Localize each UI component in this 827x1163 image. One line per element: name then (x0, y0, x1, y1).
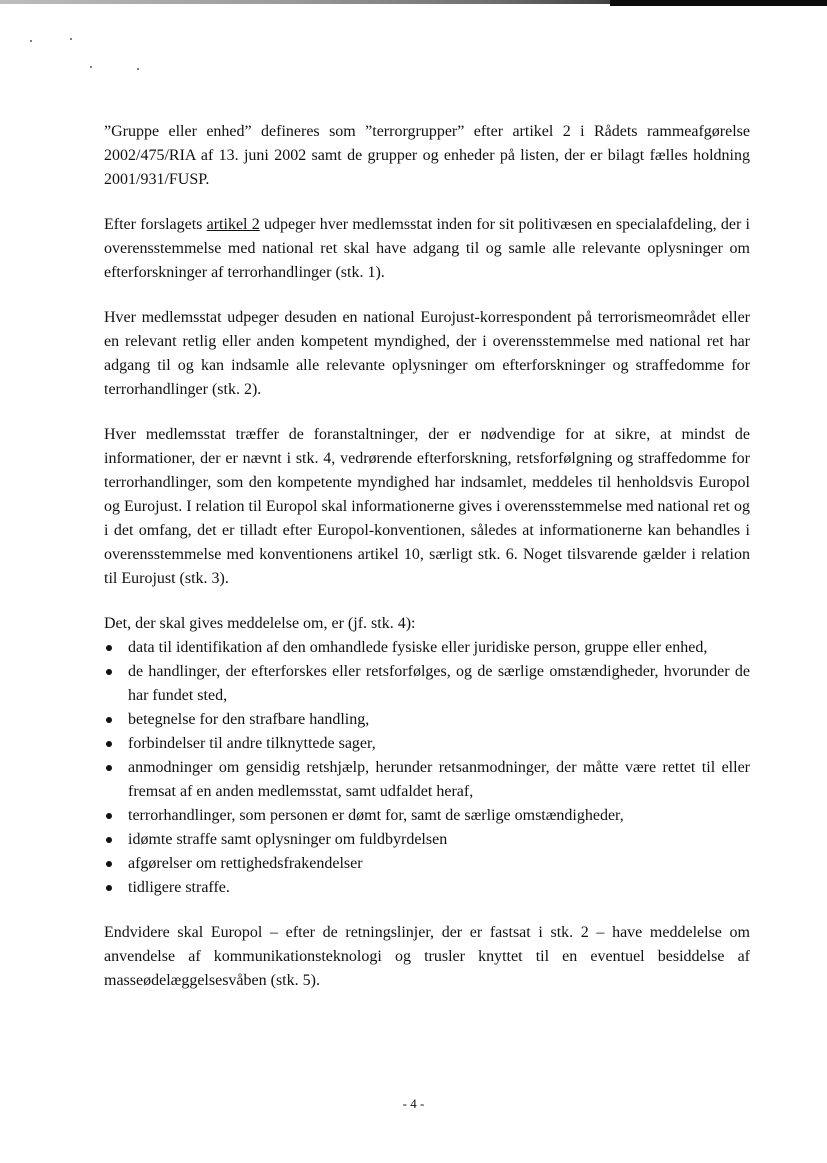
information-bullet-list (104, 636, 750, 900)
paragraph-article-2 (104, 213, 750, 285)
page-number: - 4 - (402, 1096, 425, 1111)
paragraph-article-2-rest: udpeger hver medlemsstat inden for sit politivæsen en specialafdeling, der i overensstemmelse med national ret skal have adgang til og samle alle relevante oplysninger om efterforskninger af terrorhandlinger (stk. 1). (104, 216, 750, 281)
bullet-item: terrorhandlinger, som personen er dømt for, samt de særlige omstændigheder, (104, 804, 750, 828)
document-body (104, 120, 750, 1014)
scan-speck (30, 40, 32, 42)
bullet-item: anmodninger om gensidig retshjælp, herunder retsanmodninger, der måtte være rettet til eller fremsat af en anden medlemsstat, samt udfaldet heraf, (104, 756, 750, 804)
top-scan-border-dark (610, 0, 827, 6)
bullet-item: data til identifikation af den omhandlede fysiske eller juridiske person, gruppe eller enhed, (104, 636, 750, 660)
paragraph-europol-technology: Endvidere skal Europol – efter de retningslinjer, der er fastsat i stk. 2 – have meddelelse om anvendelse af kommunikationsteknologi og trusler knyttet til en eventuel besiddelse af masseødelæggelsesvåben (stk. 5). (104, 924, 750, 989)
scan-speck (137, 68, 139, 70)
scan-speck (90, 66, 92, 68)
bullet-item: tidligere straffe. (104, 876, 750, 900)
paragraph-group-definition: ”Gruppe eller enhed” defineres som ”terrorgrupper” efter artikel 2 i Rådets rammeafgørelse 2002/475/RIA af 13. juni 2002 samt de grupper og enheder på listen, der er bilagt fælles holdning 2001/931/FUSP. (104, 123, 750, 188)
bullet-item: afgørelser om rettighedsfrakendelser (104, 852, 750, 876)
bullet-item: de handlinger, der efterforskes eller retsforfølges, og de særlige omstændigheder, hvorunder de har fundet sted, (104, 660, 750, 708)
bullet-item: forbindelser til andre tilknyttede sager, (104, 732, 750, 756)
bullet-item: betegnelse for den strafbare handling, (104, 708, 750, 732)
article-2-reference: artikel 2 (206, 216, 260, 233)
paragraph-list-intro: Det, der skal gives meddelelse om, er (jf. stk. 4): (104, 615, 416, 632)
paragraph-article-2-lead: Efter forslagets (104, 216, 207, 233)
paragraph-eurojust-correspondent: Hver medlemsstat udpeger desuden en national Eurojust-korrespondent på terrorismeområdet eller en relevant retlig eller anden kompetent myndighed, der i overensstemmelse med national ret har adgang til og kan indsamle alle relevante oplysninger om efterforskninger og straffedomme for terrorhandlinger (stk. 2). (104, 309, 750, 398)
paragraph-information-sharing: Hver medlemsstat træffer de foranstaltninger, der er nødvendige for at sikre, at mindst de informationer, der er nævnt i stk. 4, vedrørende efterforskning, retsforfølgning og straffedomme for terrorhandlinger, som den kompetente myndighed har indsamlet, meddeles til henholdsvis Europol og Eurojust. I relation til Europol skal informationerne gives i overensstemmelse med national ret og i det omfang, det er tilladt efter Europol-konventionen, således at informationerne kan behandles i overensstemmelse med konventionens artikel 10, særligt stk. 6. Noget tilsvarende gælder i relation til Eurojust (stk. 3). (104, 426, 750, 587)
scan-speck (70, 38, 72, 40)
bullet-item: idømte straffe samt oplysninger om fuldbyrdelsen (104, 828, 750, 852)
